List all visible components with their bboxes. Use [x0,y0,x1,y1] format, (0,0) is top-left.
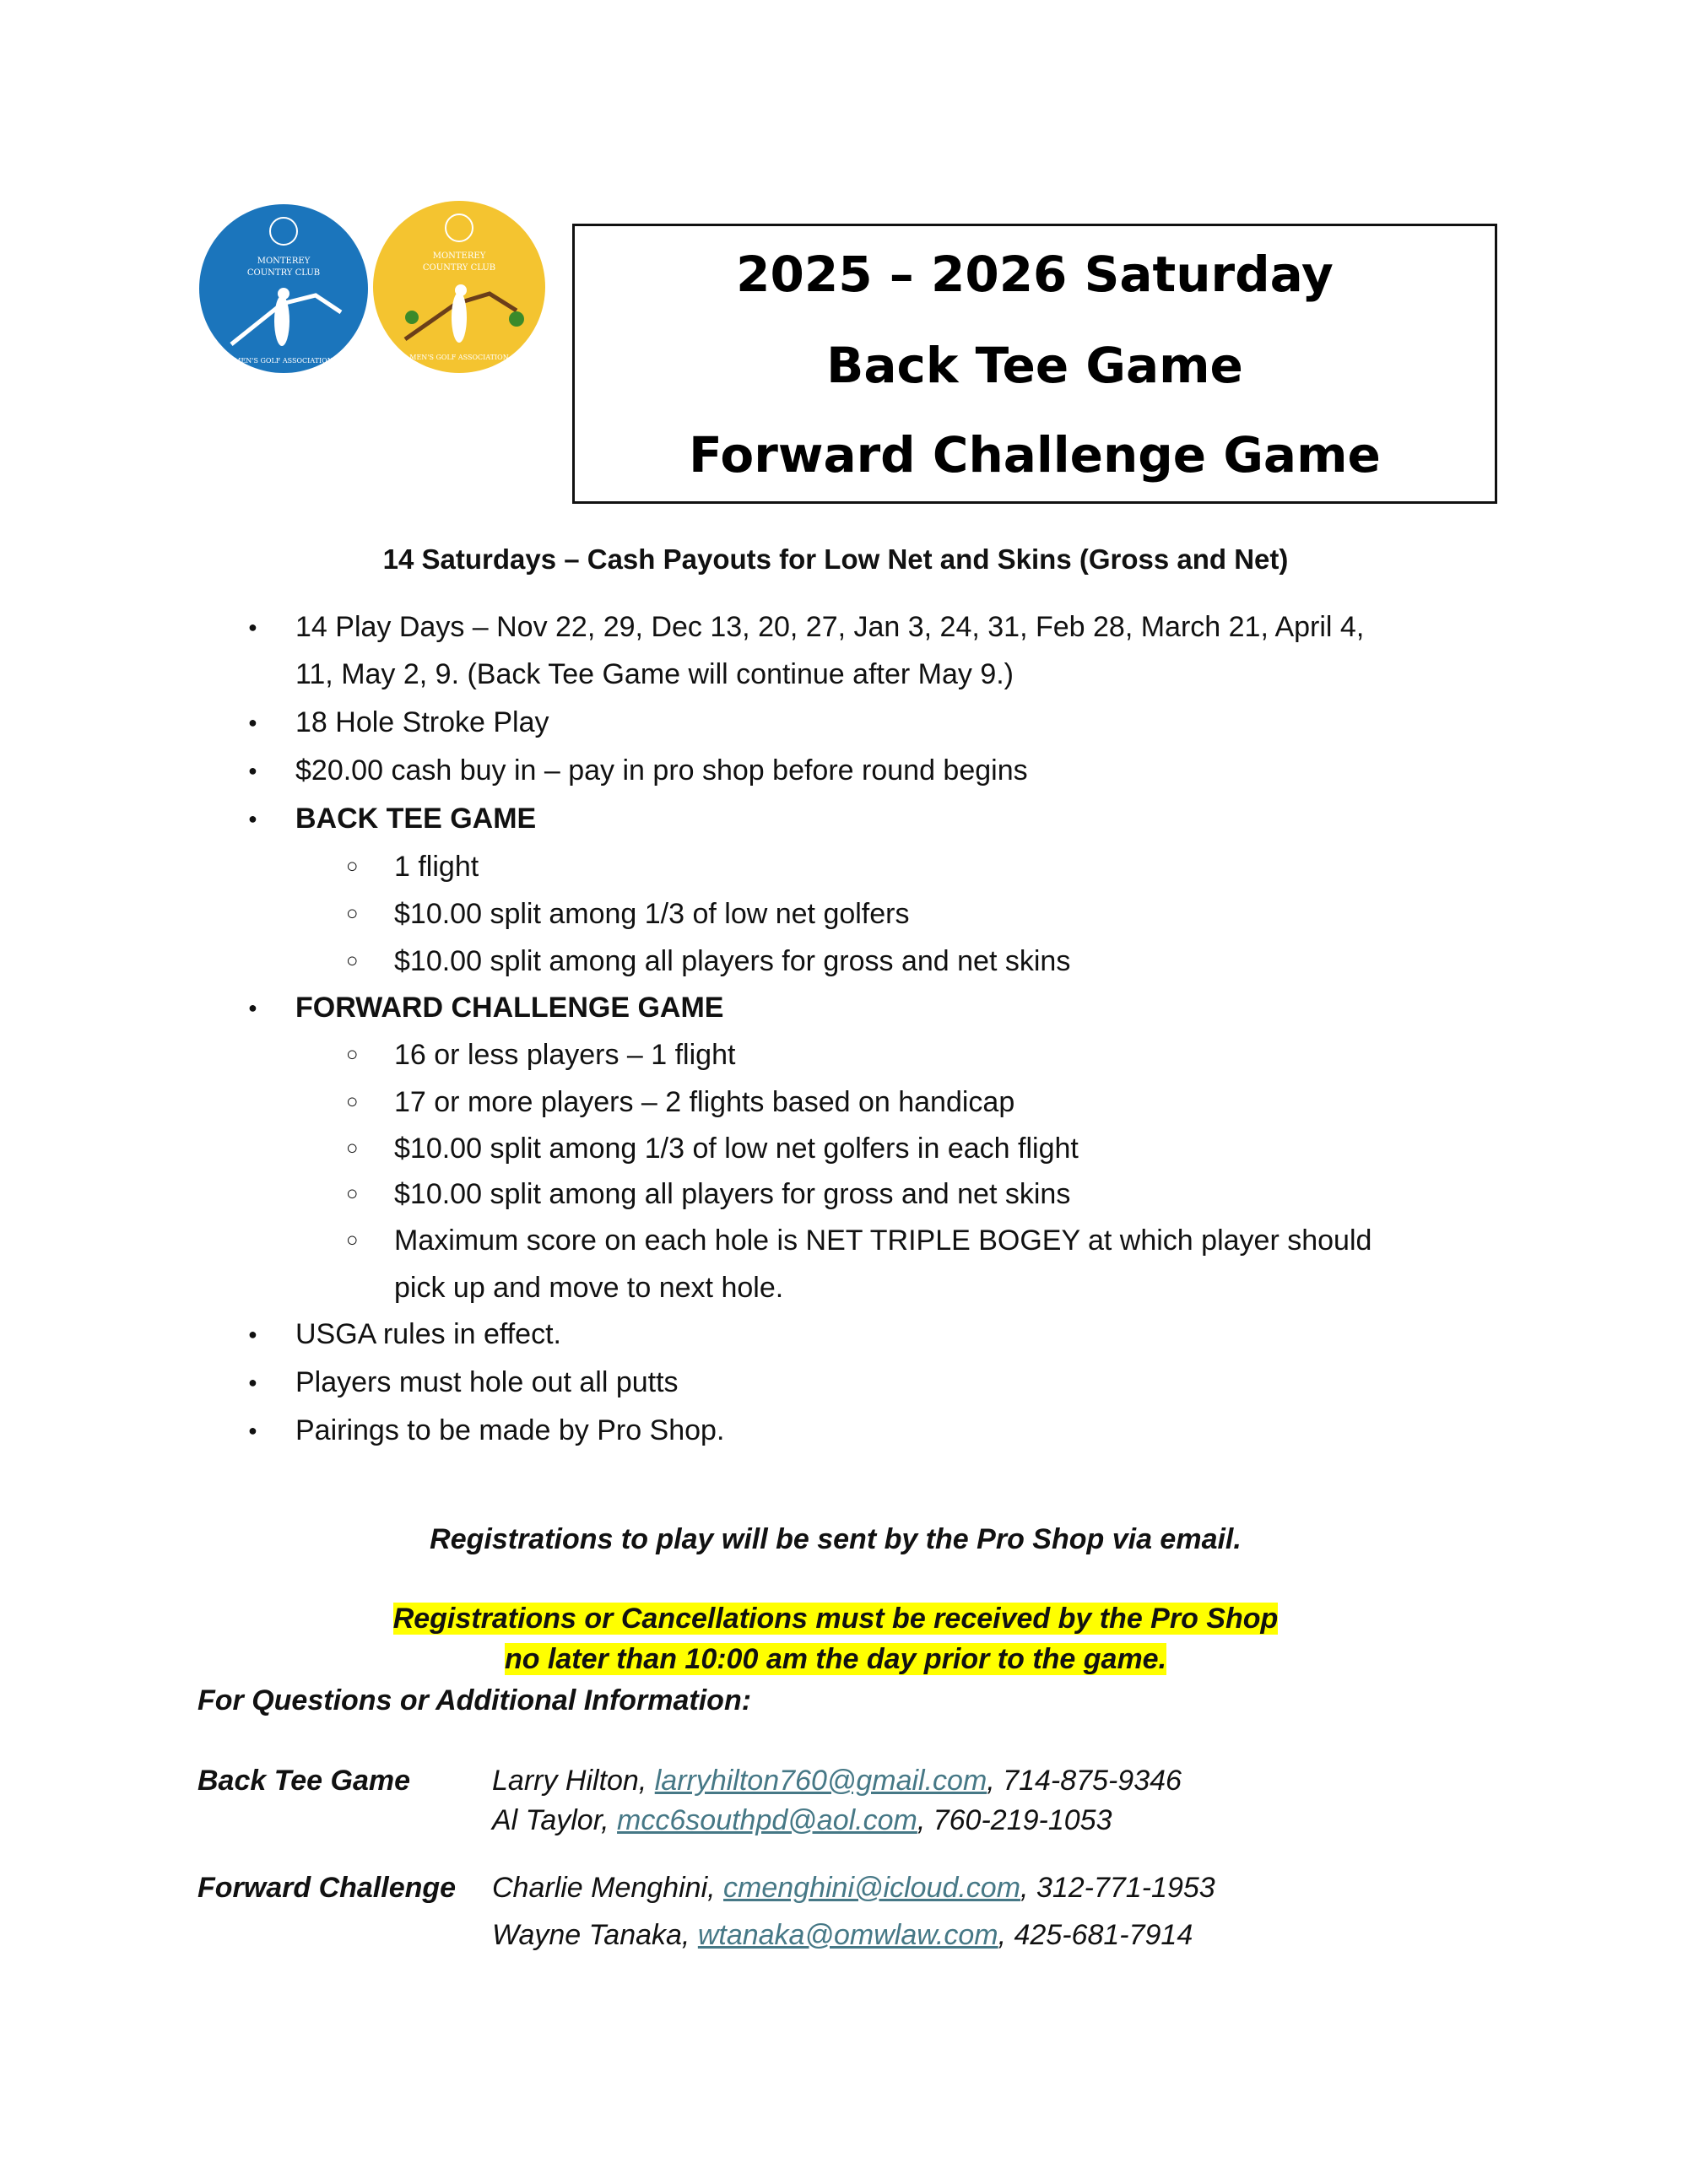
list-item: 14 Play Days – Nov 22, 29, Dec 13, 20, 27, Jan 3, 24, 31, Feb 28, March 21, April 4, [295,611,1365,643]
subtitle: 14 Saturdays – Cash Payouts for Low Net and Skins (Gross and Net) [382,543,1289,575]
title-box [572,224,1497,504]
list-item: Players must hole out all putts [295,1366,679,1398]
sub-bullet-icon: ○ [346,1229,359,1251]
list-item: 16 or less players – 1 flight [394,1039,736,1071]
title-line-3: Forward Challenge Game [689,426,1381,484]
list-item: $10.00 split among 1/3 of low net golfers in each flight [394,1133,1079,1165]
contact-phone: , 425-681-7914 [998,1919,1193,1951]
deadline-line-2: no later than 10:00 am the day prior to the game. [504,1643,1167,1675]
bullet-icon: ● [248,619,257,635]
deadline-line-1: Registrations or Cancellations must be received by the Pro Shop [392,1603,1279,1635]
svg-text:COUNTRY CLUB: COUNTRY CLUB [246,268,321,278]
contacts-heading: For Questions or Additional Information: [197,1684,752,1716]
bullet-icon: ● [248,714,257,731]
list-item: $10.00 split among all players for gross and net skins [394,945,1071,977]
contact-phone: , 312-771-1953 [1020,1872,1215,1904]
svg-text:MONTEREY: MONTEREY [257,257,311,266]
list-item: 18 Hole Stroke Play [295,706,549,738]
svg-text:COUNTRY CLUB: COUNTRY CLUB [422,263,496,273]
contact-name: Larry Hilton, [492,1765,655,1797]
contact-row [492,1802,1112,1839]
list-item: 11, May 2, 9. (Back Tee Game will continue after May 9.) [295,658,1014,690]
contact-name: Al Taylor, [492,1804,618,1836]
contact-email-link[interactable]: wtanaka@omwlaw.com [697,1919,998,1951]
list-item: BACK TEE GAME [295,803,537,835]
contact-phone: , 714-875-9346 [987,1765,1182,1797]
bullet-icon: ● [248,1374,257,1391]
sub-bullet-icon: ○ [346,1137,359,1160]
sub-bullet-icon: ○ [346,1182,359,1205]
sub-bullet-icon: ○ [346,855,359,878]
contact-name: Charlie Menghini, [492,1872,724,1904]
svg-text:MEN'S GOLF ASSOCIATION: MEN'S GOLF ASSOCIATION [409,354,509,361]
contact-phone: , 760-219-1053 [917,1804,1112,1836]
mcc-mga-blue-logo [197,203,370,375]
sub-bullet-icon: ○ [346,902,359,925]
bullet-icon: ● [248,1422,257,1439]
contact-game-label: Forward Challenge [197,1872,457,1904]
sub-bullet-icon: ○ [346,1043,359,1066]
list-item: $20.00 cash buy in – pay in pro shop before round begins [295,754,1028,787]
title-line-1: 2025 – 2026 Saturday [736,246,1334,303]
list-item: pick up and move to next hole. [394,1272,784,1304]
list-item: 17 or more players – 2 flights based on handicap [394,1086,1015,1118]
svg-text:MONTEREY: MONTEREY [432,251,486,261]
registration-note: Registrations to play will be sent by the Pro Shop via email. [430,1523,1242,1555]
mcc-mga-yellow-logo [371,199,547,375]
contact-row [492,1869,1215,1906]
list-item: Maximum score on each hole is NET TRIPLE BOGEY at which player should [394,1224,1372,1257]
list-item: 1 flight [394,851,479,883]
contact-row [492,1916,1193,1954]
list-item: FORWARD CHALLENGE GAME [295,992,724,1024]
contact-email-link[interactable]: larryhilton760@gmail.com [654,1765,987,1797]
list-item: $10.00 split among all players for gross and net skins [394,1178,1071,1210]
list-item: USGA rules in effect. [295,1318,561,1350]
sub-bullet-icon: ○ [346,949,359,972]
bullet-icon: ● [248,810,257,827]
bullet-icon: ● [248,999,257,1016]
bullet-icon: ● [248,1326,257,1343]
bullet-icon: ● [248,762,257,779]
contact-email-link[interactable]: cmenghini@icloud.com [723,1872,1021,1904]
sub-bullet-icon: ○ [346,1090,359,1113]
title-line-2: Back Tee Game [826,337,1243,394]
contact-game-label: Back Tee Game [197,1765,410,1797]
list-item: $10.00 split among 1/3 of low net golfers [394,898,910,930]
contact-name: Wayne Tanaka, [492,1919,698,1951]
contact-email-link[interactable]: mcc6southpd@aol.com [617,1804,917,1836]
svg-text:MEN'S GOLF ASSOCIATION: MEN'S GOLF ASSOCIATION [234,357,333,365]
contact-row [492,1762,1182,1799]
list-item: Pairings to be made by Pro Shop. [295,1414,725,1446]
